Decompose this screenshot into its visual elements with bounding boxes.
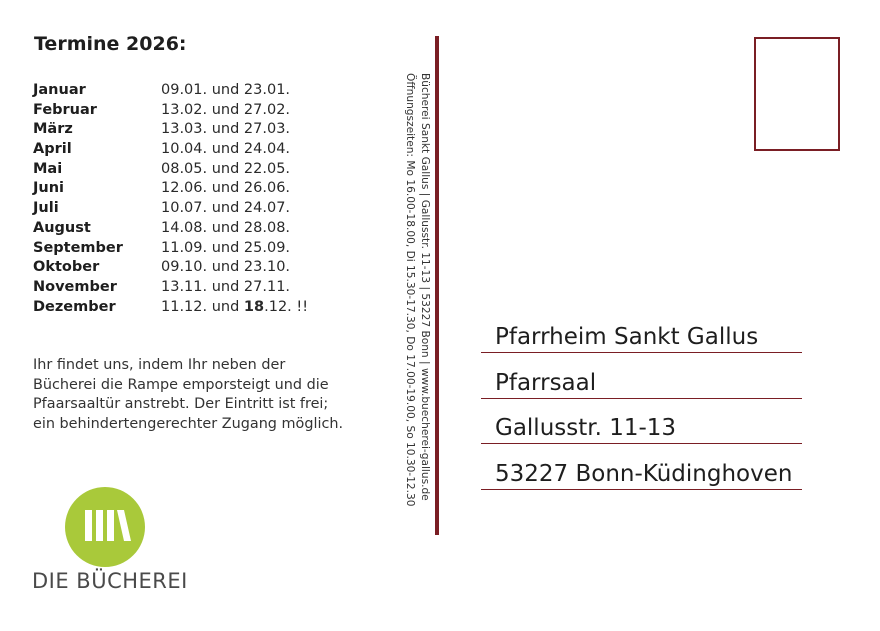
info-line: Bücherei die Rampe emporsteigt und die — [33, 376, 329, 393]
month-label: März — [33, 121, 73, 138]
dates-label: 12.06. und 26.06. — [161, 180, 291, 197]
dates-post: .12. !! — [264, 298, 309, 315]
address-text: Gallusstr. 11-13 — [495, 415, 677, 441]
month-label: Dezember — [33, 298, 116, 315]
dates-label: 09.01. und 23.01. — [161, 82, 291, 98]
month-label: Juni — [33, 180, 65, 197]
dates-label: 10.07. und 24.07. — [161, 200, 291, 217]
month-label: April — [33, 141, 72, 158]
opening-hours-line: Öffnungszeiten: Mo 16.00-18.00, Di 15.30-17.30, Do 17.00-19.00, So 10.30-12.30 — [404, 73, 416, 507]
month-label: Juli — [33, 200, 59, 217]
dates-label: 14.08. und 28.08. — [161, 219, 291, 236]
logo-book-1 — [85, 510, 92, 541]
directions-text — [33, 356, 373, 434]
dates-label: 11.09. und 25.09. — [161, 239, 291, 256]
dates-label: 10.04. und 24.04. — [161, 141, 291, 158]
address-text: Pfarrsaal — [495, 370, 597, 396]
month-label: Mai — [33, 160, 63, 177]
month-label: August — [33, 219, 91, 236]
dates-label: 13.11. und 27.11. — [161, 278, 291, 295]
dates-pre: 11.12. und — [161, 298, 244, 315]
month-label: November — [33, 278, 117, 295]
info-line: Ihr findet uns, indem Ihr neben der — [33, 357, 286, 373]
address-line — [481, 444, 802, 490]
page-title: Termine 2026: — [34, 33, 187, 55]
postcard-divider — [435, 36, 439, 535]
info-line: Pfaarsaaltür anstrebt. Der Eintritt ist frei; — [33, 396, 329, 412]
address-line — [481, 353, 802, 399]
logo-wordmark: DIE BÜCHEREI — [32, 569, 188, 593]
sender-address-line: Bücherei Sankt Gallus | Gallusstr. 11-13 | 53227 Bonn | www.buecherei-gallus.de — [419, 73, 431, 501]
logo-book-3 — [107, 510, 114, 541]
dates-label: 08.05. und 22.05. — [161, 160, 291, 177]
library-logo-icon — [65, 487, 145, 567]
dates-highlight: 18 — [243, 298, 265, 315]
dates-label: 09.10. und 23.10. — [161, 259, 291, 276]
address-line — [481, 307, 802, 353]
dates-label: 13.03. und 27.03. — [161, 121, 291, 138]
address-line — [481, 398, 802, 444]
dates-label: 13.02. und 27.02. — [161, 101, 291, 118]
dates-label — [161, 298, 308, 318]
month-label: Januar — [33, 82, 86, 98]
address-text: Pfarrheim Sankt Gallus — [495, 324, 759, 350]
month-label: Oktober — [33, 259, 100, 276]
stamp-box — [754, 37, 840, 151]
month-label: September — [33, 239, 123, 256]
address-text: 53227 Bonn-Küdinghoven — [495, 461, 793, 487]
month-label: Februar — [33, 101, 97, 118]
logo-circle — [65, 487, 145, 567]
info-line: ein behindertengerechter Zugang möglich. — [33, 415, 344, 432]
sender-info — [400, 73, 432, 507]
logo-book-2 — [96, 510, 103, 541]
